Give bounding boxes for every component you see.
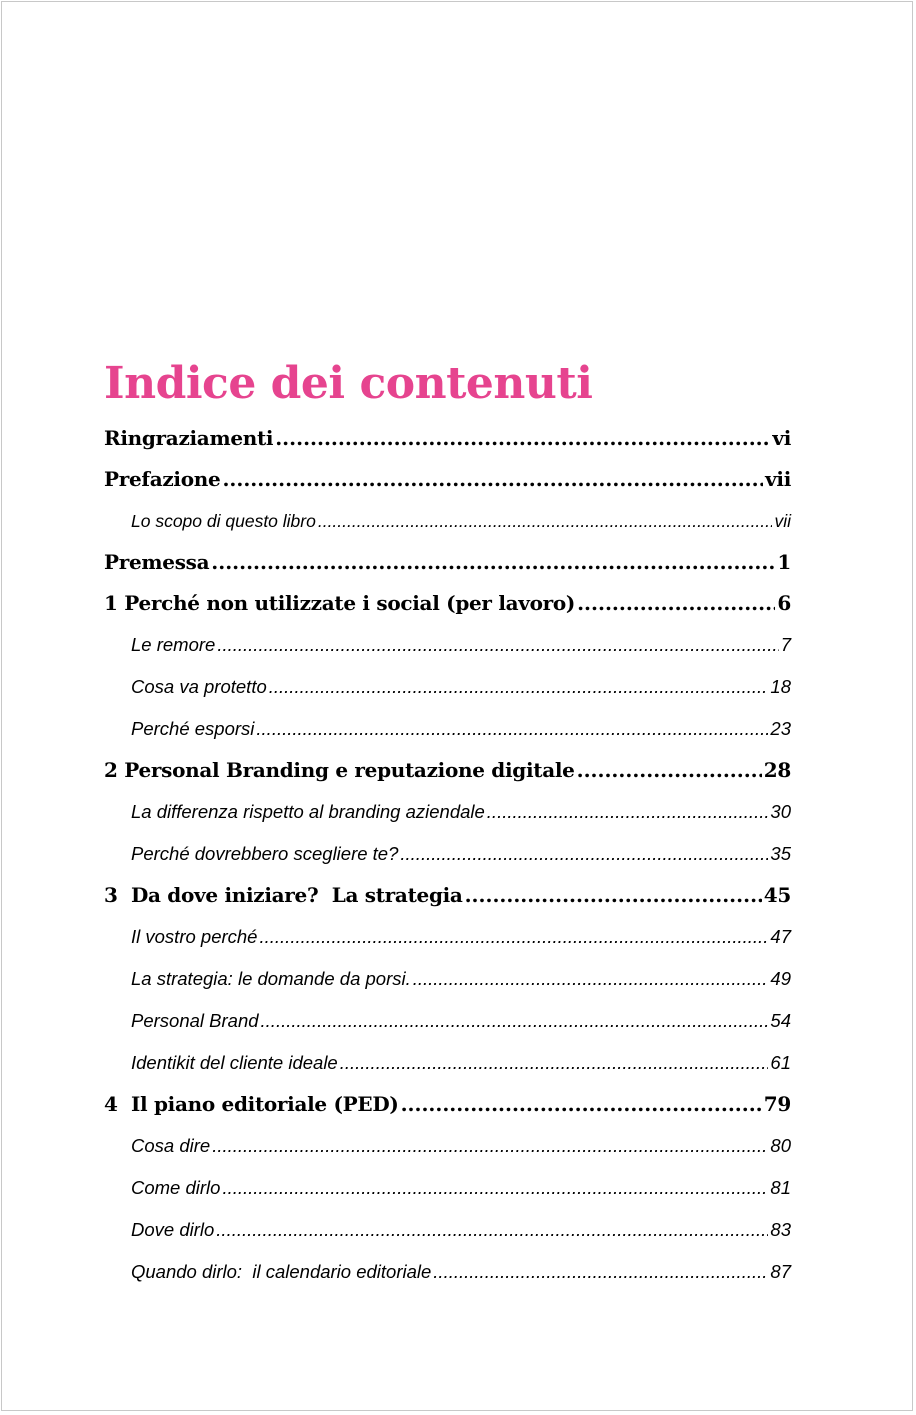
- toc-entry-page: 35: [770, 843, 791, 864]
- toc-entry-label: Il vostro perché: [131, 926, 258, 947]
- toc-entry-chapter-2[interactable]: [104, 750, 791, 791]
- toc-entry-label: Perché esporsi: [131, 718, 255, 739]
- toc-entry-ringraziamenti[interactable]: [104, 418, 791, 459]
- toc-entry-page: 30: [770, 801, 791, 822]
- toc-entry-page: 45: [763, 883, 791, 907]
- toc-entry-page: 49: [770, 968, 791, 989]
- toc-entry-label: Cosa va protetto: [131, 676, 267, 697]
- toc-entry-scegliere-te[interactable]: [104, 833, 791, 875]
- dot-leader: [259, 916, 768, 958]
- table-of-contents: [104, 418, 791, 1293]
- toc-entry-page: 81: [770, 1177, 791, 1198]
- toc-entry-label: Perché dovrebbero scegliere te?: [131, 843, 399, 864]
- toc-entry-label: 1 Perché non utilizzate i social (per lavoro): [104, 591, 576, 615]
- toc-entry-chapter-3[interactable]: [104, 875, 791, 916]
- dot-leader: [577, 583, 775, 624]
- dot-leader: [400, 833, 768, 875]
- toc-entry-cosa-dire[interactable]: [104, 1125, 791, 1167]
- dot-leader: [433, 1251, 768, 1293]
- toc-entry-premessa[interactable]: [104, 542, 791, 583]
- toc-entry-page: 79: [763, 1092, 791, 1116]
- toc-entry-label: La differenza rispetto al branding aziendale: [131, 801, 485, 822]
- toc-entry-lo-scopo[interactable]: [104, 500, 791, 542]
- dot-leader: [212, 1125, 768, 1167]
- toc-entry-label: Quando dirlo: il calendario editoriale: [131, 1261, 432, 1282]
- toc-entry-chapter-4[interactable]: [104, 1084, 791, 1125]
- document-page: [1, 1, 913, 1411]
- toc-entry-page: 28: [763, 758, 791, 782]
- toc-entry-chapter-1[interactable]: [104, 583, 791, 624]
- toc-entry-label: Identikit del cliente ideale: [131, 1052, 338, 1073]
- toc-entry-le-remore[interactable]: [104, 624, 791, 666]
- toc-entry-label: Personal Brand: [131, 1010, 259, 1031]
- toc-entry-page: 47: [770, 926, 791, 947]
- toc-entry-vostro-perche[interactable]: [104, 916, 791, 958]
- toc-entry-label: Come dirlo: [131, 1177, 221, 1198]
- toc-entry-differenza-branding[interactable]: [104, 791, 791, 833]
- toc-entry-quando-dirlo[interactable]: [104, 1251, 791, 1293]
- toc-entry-page: 80: [770, 1135, 791, 1156]
- dot-leader: [217, 624, 778, 666]
- toc-entry-label: 4 Il piano editoriale (PED): [104, 1092, 399, 1116]
- dot-leader: [256, 708, 768, 750]
- dot-leader: [318, 500, 773, 542]
- toc-entry-strategia-domande[interactable]: [104, 958, 791, 1000]
- toc-entry-page: 83: [770, 1219, 791, 1240]
- toc-entry-label: 2 Personal Branding e reputazione digitale: [104, 758, 575, 782]
- toc-entry-label: Premessa: [104, 550, 210, 574]
- toc-entry-page: 1: [777, 550, 791, 574]
- toc-entry-page: vii: [774, 511, 791, 531]
- toc-entry-cosa-va-protetto[interactable]: [104, 666, 791, 708]
- toc-entry-identikit[interactable]: [104, 1042, 791, 1084]
- toc-entry-label: Dove dirlo: [131, 1219, 215, 1240]
- dot-leader: [465, 875, 762, 916]
- dot-leader: [222, 459, 763, 500]
- dot-leader: [216, 1209, 768, 1251]
- toc-entry-prefazione[interactable]: [104, 459, 791, 500]
- toc-entry-page: 23: [770, 718, 791, 739]
- toc-entry-label: Prefazione: [104, 467, 221, 491]
- toc-entry-label: Ringraziamenti: [104, 426, 274, 450]
- toc-entry-come-dirlo[interactable]: [104, 1167, 791, 1209]
- dot-leader: [275, 418, 770, 459]
- dot-leader: [222, 1167, 768, 1209]
- toc-entry-label: Le remore: [131, 634, 216, 655]
- toc-entry-page: 7: [780, 634, 791, 655]
- toc-entry-label: Lo scopo di questo libro: [131, 511, 316, 531]
- toc-entry-label: 3 Da dove iniziare? La strategia: [104, 883, 463, 907]
- toc-entry-page: vi: [772, 426, 791, 450]
- toc-entry-label: La strategia: le domande da porsi.: [131, 968, 411, 989]
- toc-entry-page: 18: [770, 676, 791, 697]
- dot-leader: [261, 1000, 769, 1042]
- toc-title: Indice dei contenuti: [104, 358, 593, 409]
- toc-entry-label: Cosa dire: [131, 1135, 211, 1156]
- toc-entry-page: 54: [770, 1010, 791, 1031]
- dot-leader: [401, 1084, 762, 1125]
- toc-entry-page: 87: [770, 1261, 791, 1282]
- toc-entry-dove-dirlo[interactable]: [104, 1209, 791, 1251]
- dot-leader: [413, 958, 769, 1000]
- dot-leader: [269, 666, 769, 708]
- dot-leader: [487, 791, 769, 833]
- toc-entry-perche-esporsi[interactable]: [104, 708, 791, 750]
- toc-entry-page: 6: [777, 591, 791, 615]
- toc-entry-personal-brand[interactable]: [104, 1000, 791, 1042]
- dot-leader: [340, 1042, 769, 1084]
- dot-leader: [577, 750, 762, 791]
- toc-entry-page: vii: [765, 467, 791, 491]
- toc-entry-page: 61: [770, 1052, 791, 1073]
- dot-leader: [211, 542, 775, 583]
